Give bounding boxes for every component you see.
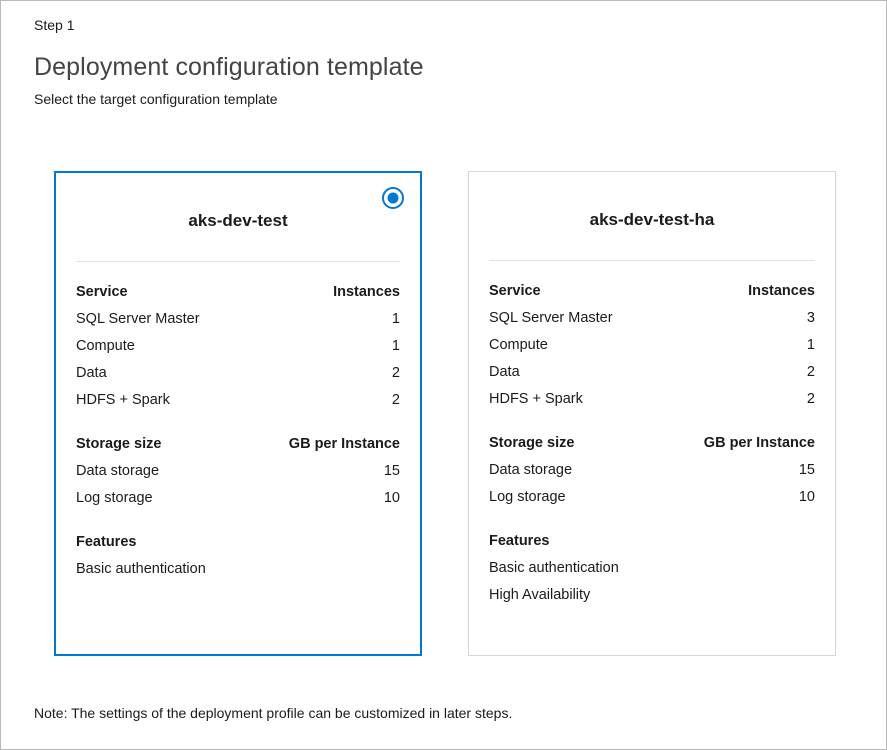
- row-value: 15: [383, 463, 400, 479]
- page-title: Deployment configuration template: [34, 53, 424, 81]
- table-row: [489, 305, 815, 332]
- section-header-right: [665, 511, 815, 555]
- row-label: Basic authentication: [76, 561, 206, 577]
- section-header-left: Features: [489, 533, 550, 549]
- table-row: [76, 360, 400, 387]
- row-label: HDFS + Spark: [489, 391, 583, 407]
- row-value: 1: [806, 337, 815, 353]
- section-header-right: [250, 512, 400, 556]
- section-header-right: GB per Instance: [288, 436, 400, 452]
- row-label: Compute: [76, 338, 135, 354]
- row-value: 2: [806, 364, 815, 380]
- row-label: Data storage: [489, 462, 573, 478]
- table-row: [76, 306, 400, 333]
- template-card-title: aks-dev-test: [188, 211, 288, 230]
- table-row: [489, 555, 815, 582]
- template-card-aks-dev-test-ha[interactable]: [468, 171, 836, 656]
- table-row: [76, 556, 400, 583]
- section-header-left: Storage size: [489, 435, 575, 451]
- row-label: HDFS + Spark: [76, 392, 170, 408]
- row-value: 2: [806, 391, 815, 407]
- row-value: 10: [798, 489, 815, 505]
- section-header-left: Features: [76, 534, 137, 550]
- table-row: [76, 485, 400, 512]
- row-label: Compute: [489, 337, 548, 353]
- row-label: SQL Server Master: [76, 311, 200, 327]
- section-header-left: Service: [489, 283, 541, 299]
- row-value: [250, 556, 400, 583]
- table-row: [489, 332, 815, 359]
- row-value: 2: [391, 365, 400, 381]
- row-label: Basic authentication: [489, 560, 619, 576]
- template-card-list: [54, 171, 836, 656]
- row-value: 15: [798, 462, 815, 478]
- table-row: [76, 333, 400, 360]
- step-label: Step 1: [34, 17, 75, 33]
- table-row: [489, 359, 815, 386]
- template-card-title: aks-dev-test-ha: [589, 210, 715, 229]
- page-subtitle: Select the target configuration template: [34, 91, 278, 107]
- row-value: [665, 582, 815, 609]
- row-value: 1: [391, 311, 400, 327]
- row-value: 3: [806, 310, 815, 326]
- row-label: SQL Server Master: [489, 310, 613, 326]
- row-label: Data storage: [76, 463, 160, 479]
- table-row: [489, 386, 815, 413]
- table-row: [76, 458, 400, 485]
- row-label: Log storage: [489, 489, 566, 505]
- row-value: 10: [383, 490, 400, 506]
- section-header-left: Service: [76, 284, 128, 300]
- row-value: 2: [391, 392, 400, 408]
- table-header-row: [489, 413, 815, 457]
- footer-note: Note: The settings of the deployment profile can be customized in later steps.: [34, 705, 513, 721]
- row-label: High Availability: [489, 587, 591, 603]
- section-header-right: Instances: [748, 283, 815, 299]
- row-label: Data: [76, 365, 107, 381]
- table-header-row: [76, 262, 400, 306]
- row-value: [665, 555, 815, 582]
- row-value: 1: [391, 338, 400, 354]
- table-header-row: [489, 261, 815, 305]
- table-row: [76, 387, 400, 414]
- row-label: Data: [489, 364, 520, 380]
- template-spec-table: [489, 261, 815, 609]
- radio-selected-icon[interactable]: [382, 187, 404, 209]
- table-header-row: [76, 512, 400, 556]
- table-header-row: [76, 414, 400, 458]
- radio-dot: [388, 193, 399, 204]
- section-header-right: Instances: [333, 284, 400, 300]
- table-row: [489, 457, 815, 484]
- table-row: [489, 582, 815, 609]
- section-header-left: Storage size: [76, 436, 162, 452]
- row-label: Log storage: [76, 490, 153, 506]
- section-header-right: GB per Instance: [703, 435, 815, 451]
- table-header-row: [489, 511, 815, 555]
- template-spec-table: [76, 262, 400, 583]
- template-card-aks-dev-test[interactable]: [54, 171, 422, 656]
- table-row: [489, 484, 815, 511]
